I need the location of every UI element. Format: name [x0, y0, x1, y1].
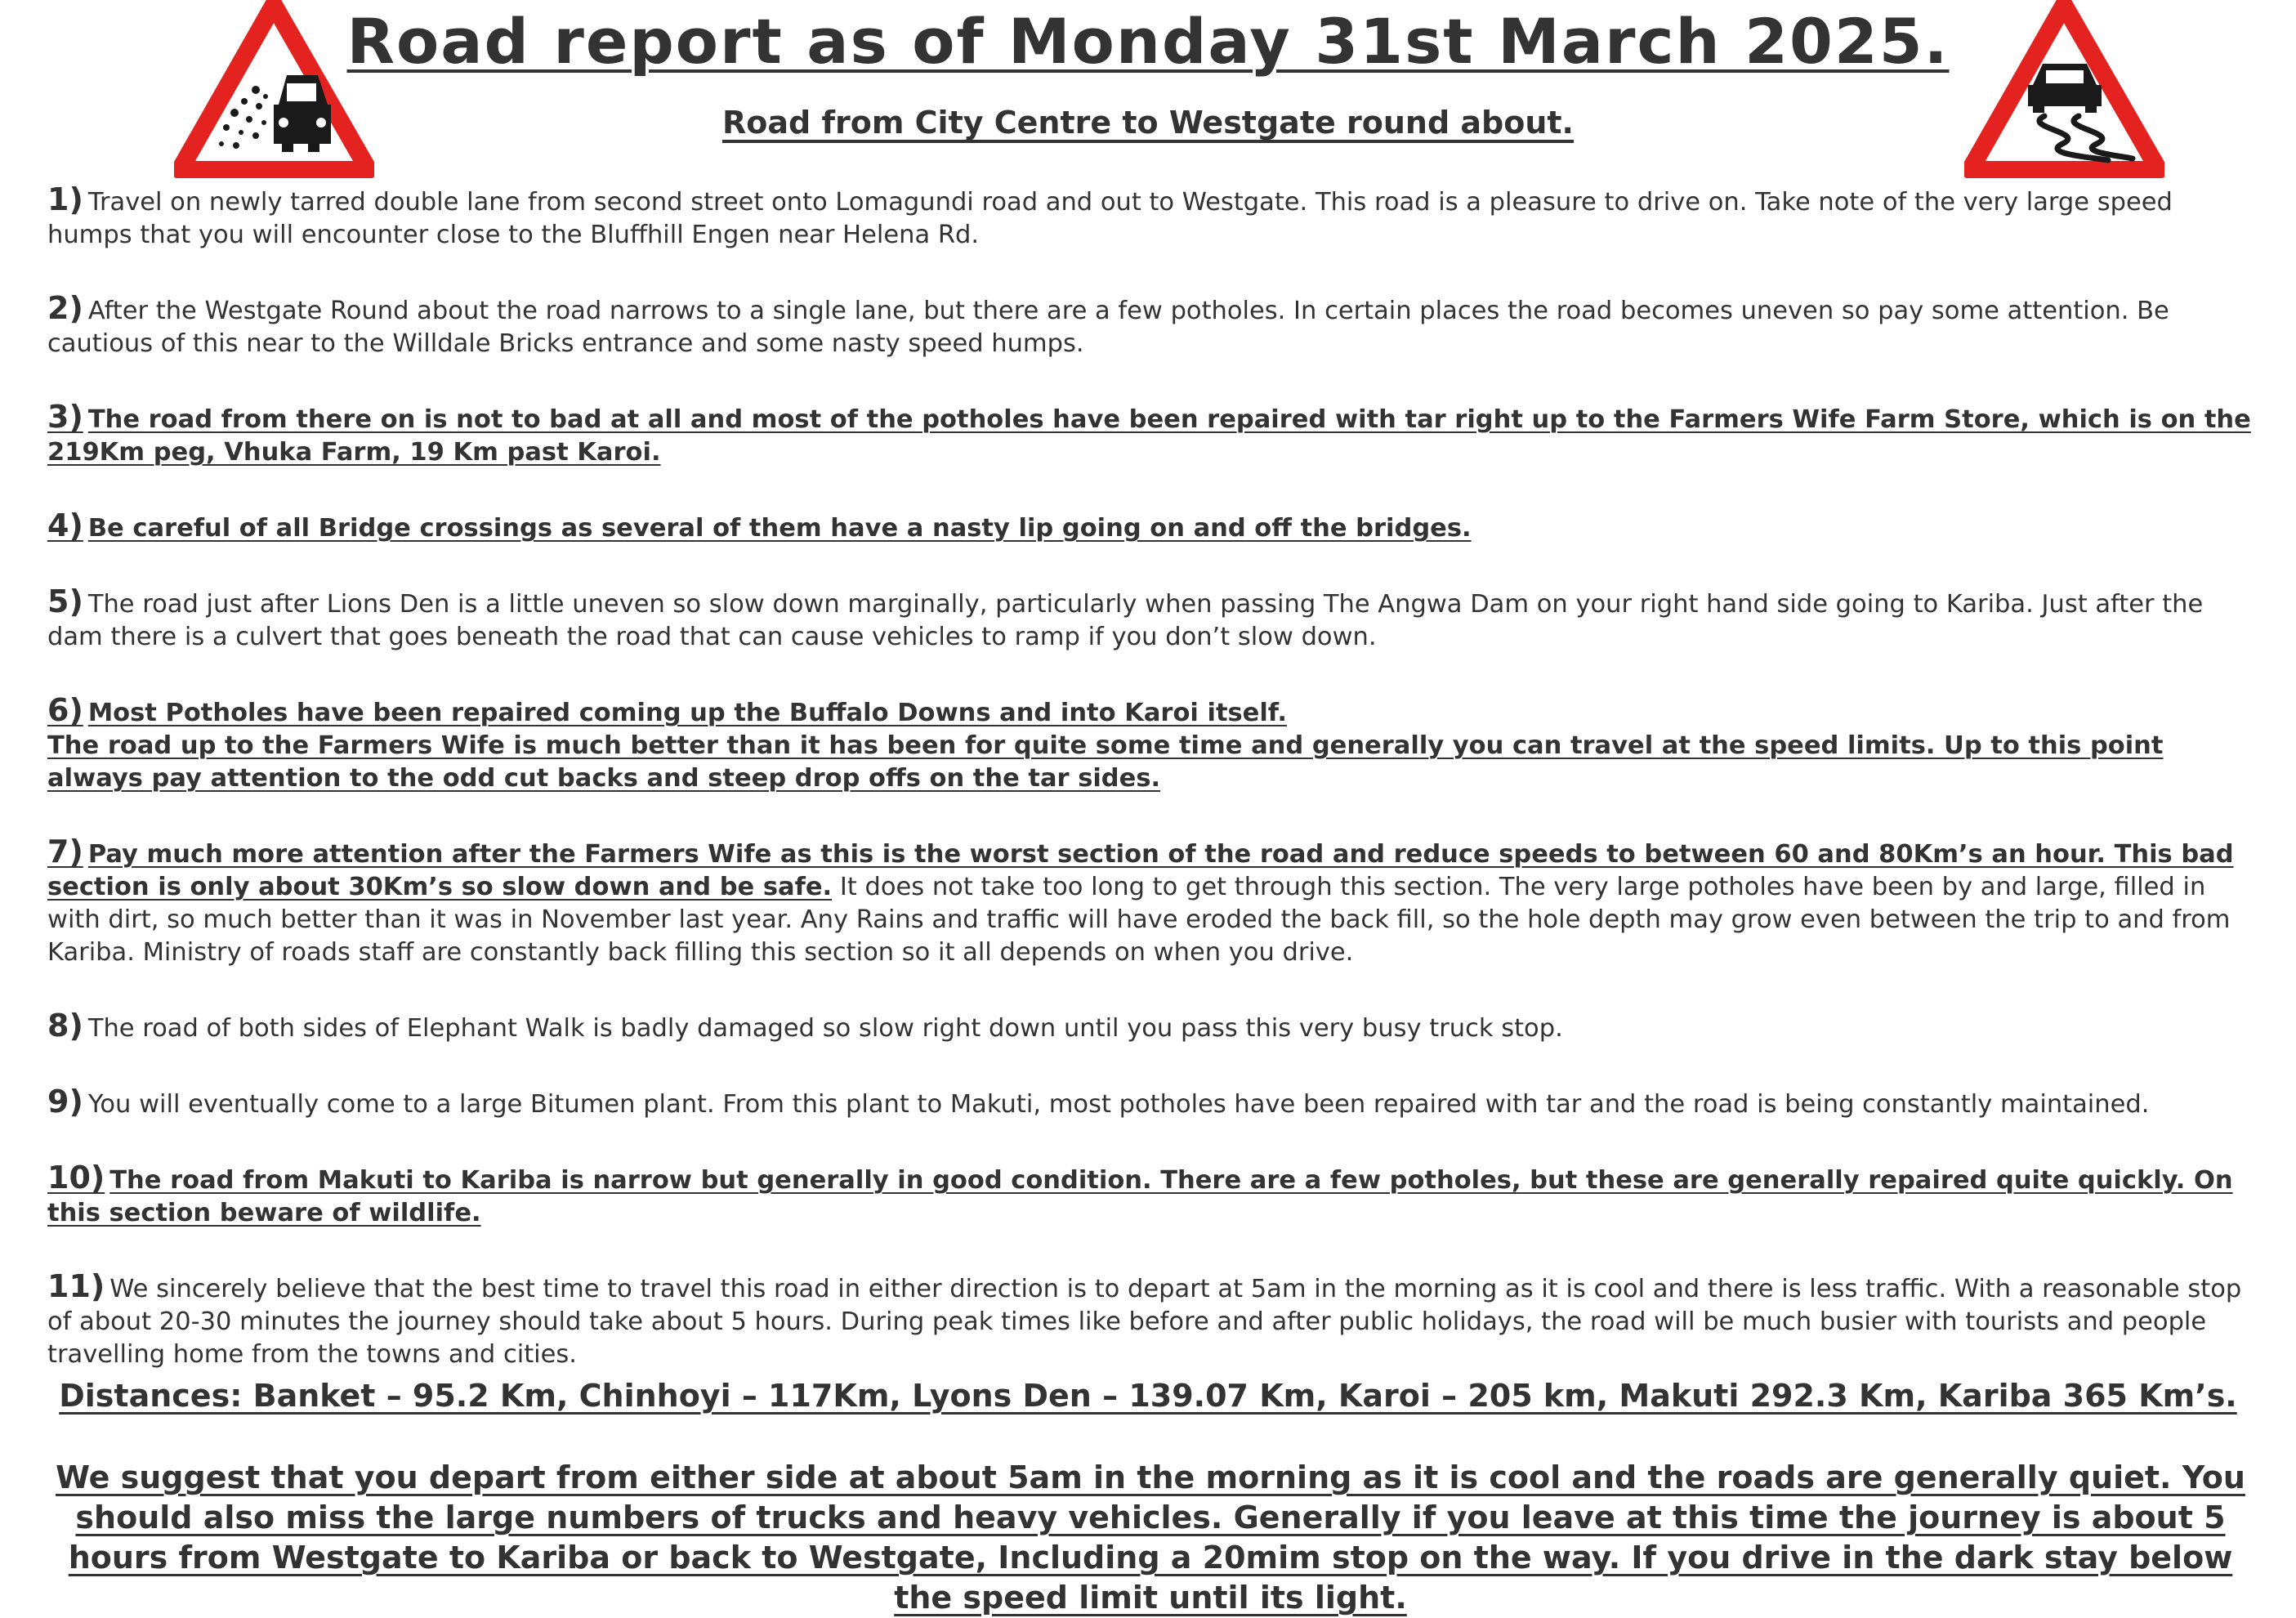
- item-text: It does not take too long to get through this section. The very large potholes have been by and large, filled in with dirt, so much better than it was in November last year. Any Rains and traffic will have eroded the back fill, so the hole depth may grow even between the trip to and from Kariba. Ministry of roads staff are constantly back filling this section so it all depends on when you drive.: [47, 873, 2231, 967]
- item-text: We sincerely believe that the best time to travel this road in either direction is to depart at 5am in the morning as it is cool and there is less traffic. With a reasonable stop of about 20-30 minutes the journey should take about 5 hours. During peak times like before and after public holidays, the road will be much busier with tourists and people travelling home from the towns and cities.: [47, 1275, 2242, 1369]
- item-text-continued: The road up to the Farmers Wife is much better than it has been for quite some time and generally you can travel at the speed limits. Up to this point always pay attention to the odd cut backs and steep drop offs on the tar sides.: [47, 731, 2164, 793]
- distances-summary: Distances: Banket – 95.2 Km, Chinhoyi – 117Km, Lyons Den – 139.07 Km, Karoi – 205 km, Makuti 292.3 Km, Kariba 365 Km’s.: [59, 1378, 2237, 1414]
- item-text: After the Westgate Round about the road narrows to a single lane, but there are a few potholes. In certain places the road becomes uneven so pay some attention. Be cautious of this near to the Willdale Bricks entrance and some nasty speed humps.: [47, 297, 2169, 358]
- list-item: [47, 694, 2254, 795]
- item-text: Travel on newly tarred double lane from second street onto Lomagundi road and out to Westgate. This road is a pleasure to drive on. Take note of the very large speed humps that you will encounter close to the Bluffhill Engen near Helena Rd.: [47, 188, 2173, 249]
- list-item: [47, 509, 2254, 545]
- item-text: The road from there on is not to bad at all and most of the potholes have been repaired with tar right up to the Farmers Wife Farm Store, which is on the 219Km peg, Vhuka Farm, 19 Km past Karoi.: [47, 405, 2251, 467]
- item-text: Most Potholes have been repaired coming up the Buffalo Downs and into Karoi itself.: [87, 699, 1287, 727]
- item-text: The road just after Lions Den is a little uneven so slow down marginally, particularly when passing The Angwa Dam on your right hand side going to Kariba. Just after the dam there is a culvert that goes beneath the road that can cause vehicles to ramp if you don’t slow down.: [47, 590, 2204, 651]
- list-item: [47, 1085, 2254, 1121]
- list-item: [47, 835, 2254, 969]
- item-number: 9): [47, 1084, 83, 1120]
- item-number: 6): [47, 692, 83, 728]
- list-item: [47, 1009, 2254, 1045]
- list-item: [47, 183, 2254, 252]
- item-number: 10): [47, 1160, 105, 1196]
- closing-advice: We suggest that you depart from either side at about 5am in the morning as it is cool and the roads are generally quiet. You should also miss the large numbers of trucks and heavy vehicles. Generally if you leave at this time the journey is about 5 hours from Westgate to Kariba or back to Westgate, Including a 20mim stop on the way. If you drive in the dark stay below the speed limit until its light.: [56, 1459, 2245, 1616]
- item-number: 1): [47, 181, 83, 217]
- item-number: 7): [47, 834, 83, 869]
- page-title: Road report as of Monday 31st March 2025.: [346, 5, 1950, 78]
- item-text-underlined: Pay much more attention after the Farmers Wife as this is the worst section of the road and reduce speeds to between 60 and 80Km’s an hour. This bad section is only about 30Km’s so slow down and be safe.: [47, 840, 2234, 901]
- road-report-list: [47, 183, 2254, 1411]
- item-number: 5): [47, 583, 83, 619]
- item-number: 2): [47, 290, 83, 326]
- item-number: 3): [47, 399, 83, 435]
- list-item: [47, 400, 2254, 469]
- item-text: The road from Makuti to Kariba is narrow but generally in good condition. There are a few potholes, but these are generally repaired quite quickly. On this section beware of wildlife.: [47, 1166, 2233, 1227]
- item-text: Be careful of all Bridge crossings as several of them have a nasty lip going on and off the bridges.: [87, 514, 1472, 543]
- page-subtitle: Road from City Centre to Westgate round about.: [722, 105, 1574, 141]
- item-number: 8): [47, 1008, 83, 1044]
- list-item: [47, 1270, 2254, 1371]
- item-text: The road of both sides of Elephant Walk is badly damaged so slow right down until you pass this very busy truck stop.: [87, 1014, 1563, 1043]
- item-number: 4): [47, 507, 83, 543]
- item-number: 11): [47, 1268, 105, 1304]
- item-text: You will eventually come to a large Bitumen plant. From this plant to Makuti, most potholes have been repaired with tar and the road is being constantly maintained.: [87, 1090, 2150, 1119]
- list-item: [47, 585, 2254, 654]
- list-item: [47, 1161, 2254, 1230]
- list-item: [47, 292, 2254, 360]
